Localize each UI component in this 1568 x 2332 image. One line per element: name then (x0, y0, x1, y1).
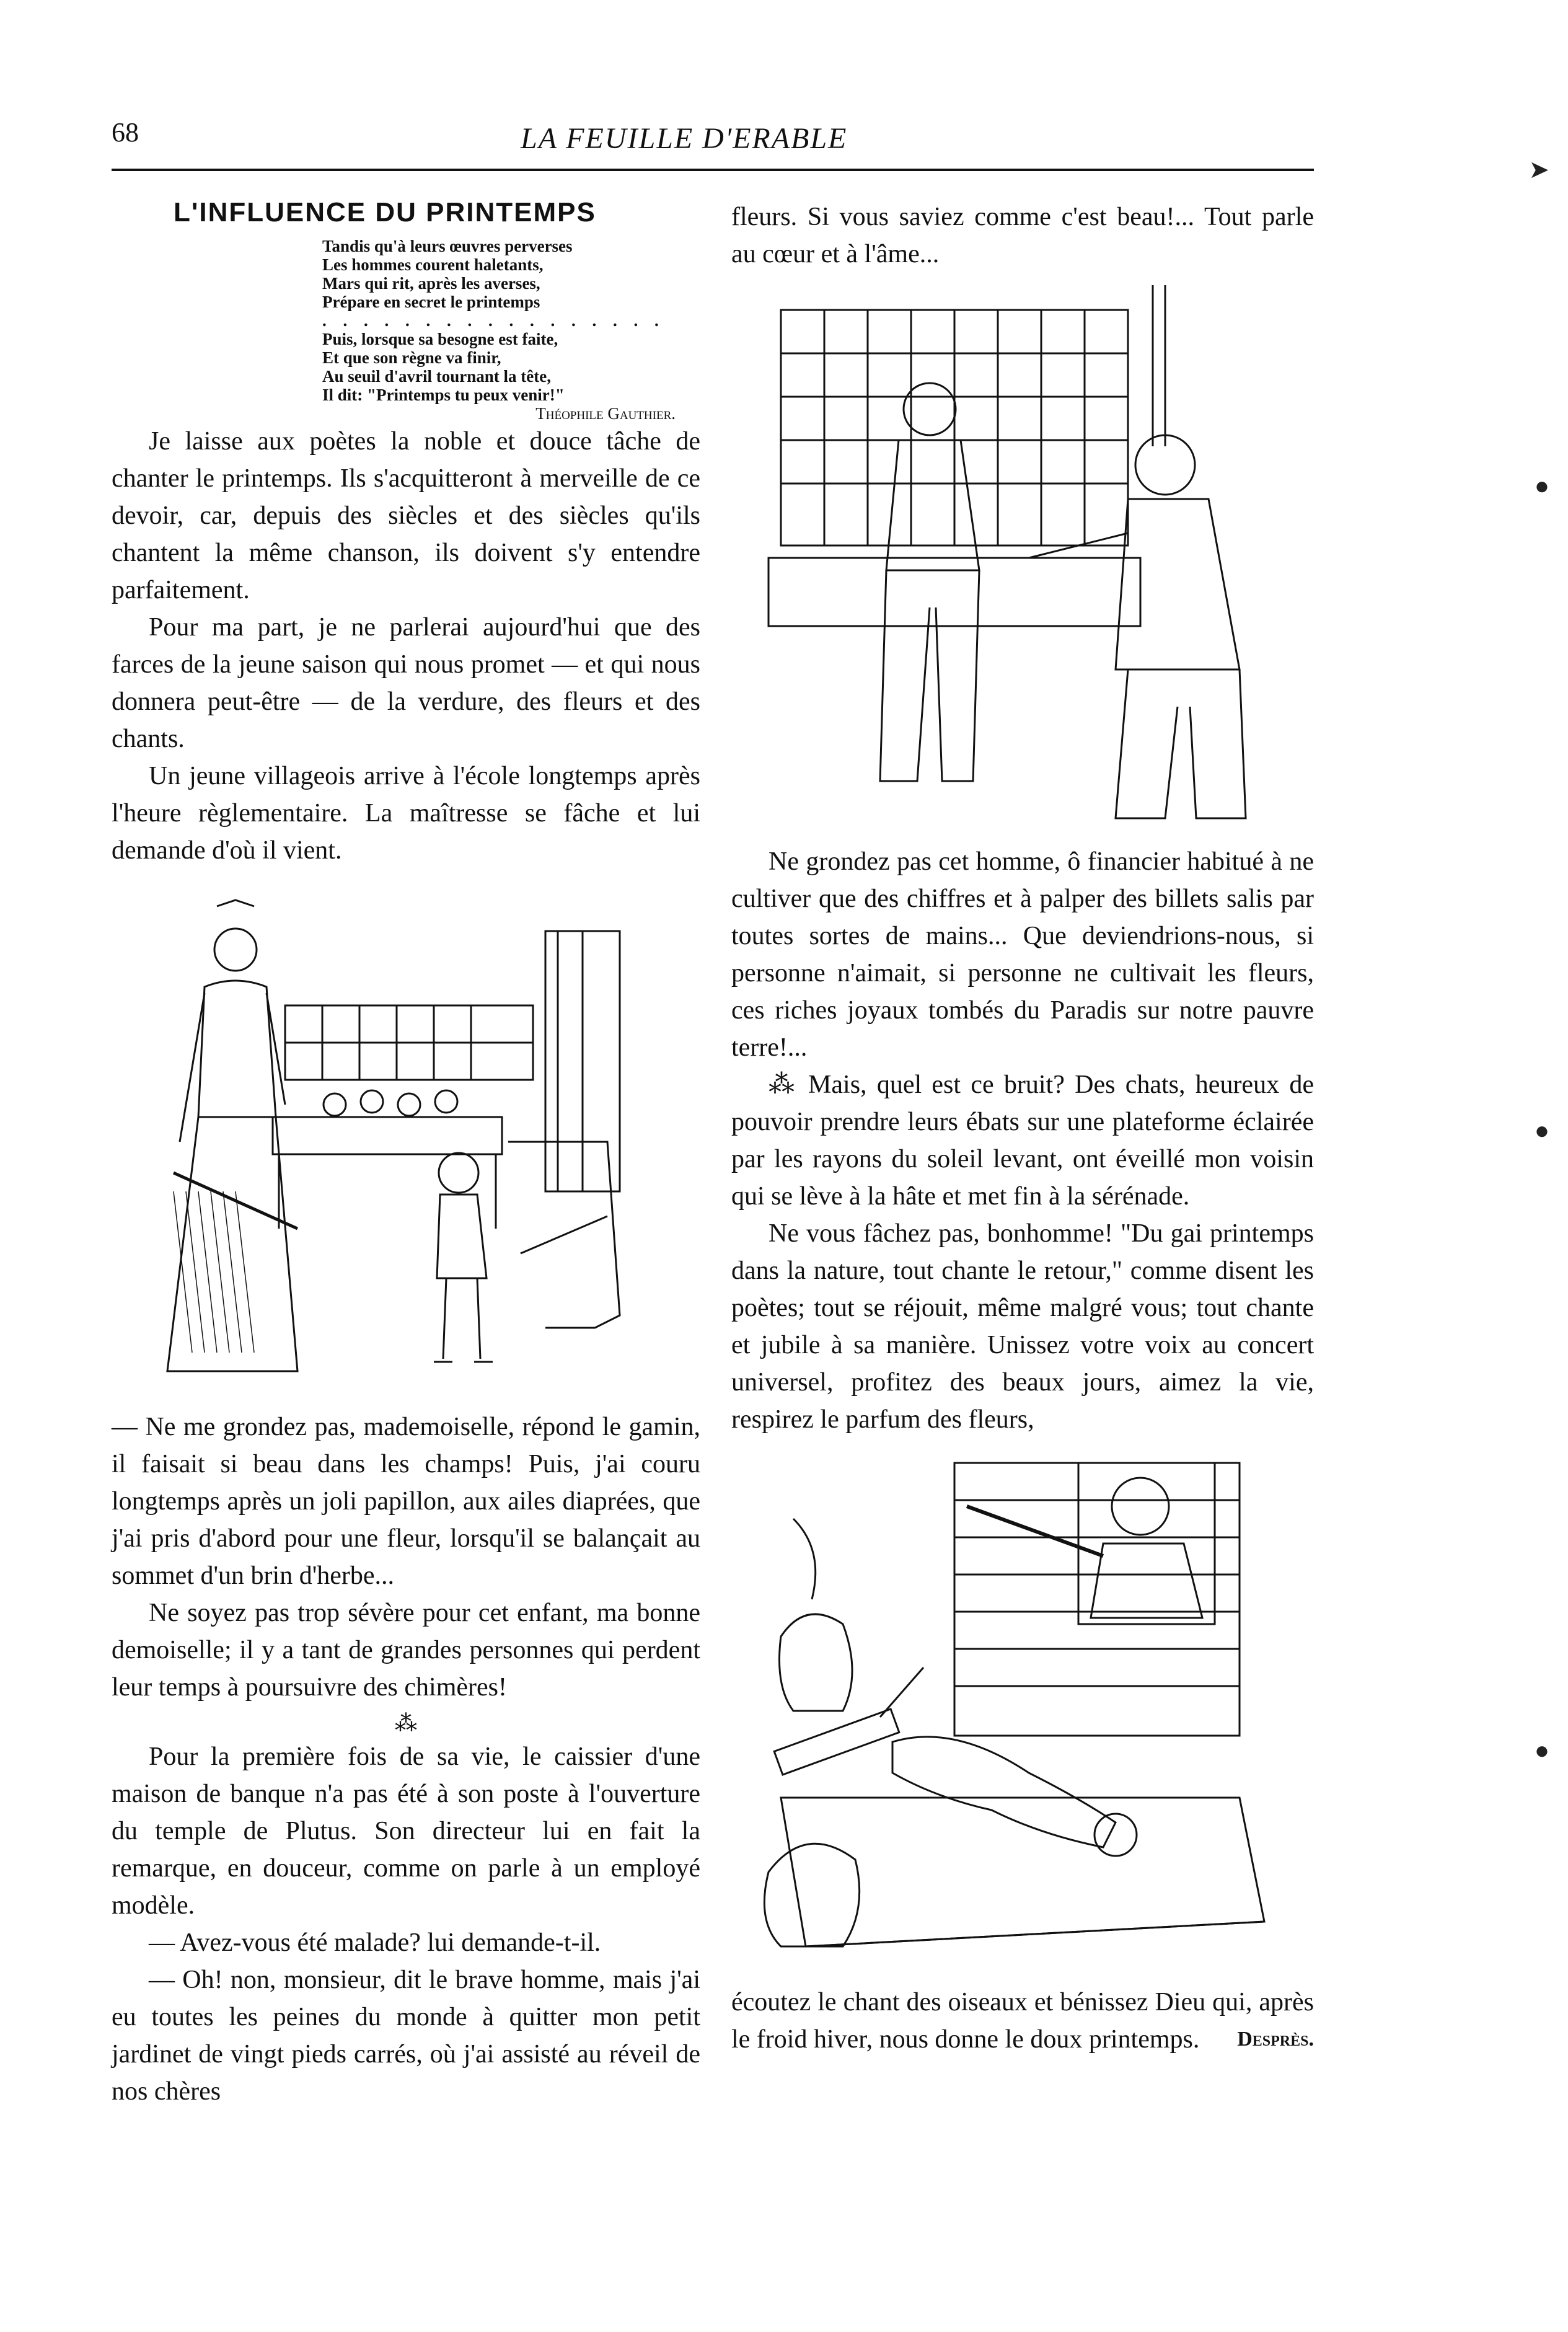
epigraph-line: Mars qui rit, après les averses, (322, 274, 540, 293)
epigraph-line: Tandis qu'à leurs œuvres perverses (322, 237, 573, 255)
epigraph-line: Puis, lorsque sa besogne est faite, (322, 330, 558, 348)
paragraph: — Avez-vous été malade? lui demande-t-il. (149, 1928, 601, 1957)
epigraph-author: Théophile Gauthier. (535, 404, 676, 423)
paragraph: fleurs. Si vous saviez comme c'est beau!... Tout parle au cœur et à l'âme... (731, 203, 1314, 268)
paragraph: Pour la première fois de sa vie, le caissier d'une maison de banque n'a pas été à son poste à l'ouverture du temple de Plutus. Son directeur lui en fait la remarque, en douceur, comme on parle à un employé modèle. (112, 1742, 700, 1920)
paragraph: Ne vous fâchez pas, bonhomme! "Du gai printemps dans la nature, tout chante le retour," comme disent les poètes; tout se réjouit, même malgré vous; tout chante et jubile à sa manière. Unissez votre voix au concert universel, profitez des beaux jours, aimez la vie, respirez le parfum des fleurs, (731, 1219, 1314, 1434)
margin-mark: ● (1534, 1116, 1549, 1144)
paragraph: Pour ma part, je ne parlerai aujourd'hui que des farces de la jeune saison qui nous promet — et qui nous donnera peut-être — de la verdure, des fleurs et des chants. (112, 613, 700, 753)
paragraph-text: écoutez le chant des oiseaux et bénissez Dieu qui, après le froid hiver, nous donne le doux printemps. (731, 1988, 1314, 2054)
paragraph: Ne soyez pas trop sévère pour cet enfant, ma bonne demoiselle; il y a tant de grandes personnes qui perdent leur temps à poursuivre des chimères! (112, 1599, 700, 1702)
paragraph: — Oh! non, monsieur, dit le brave homme, mais j'ai eu toutes les peines du monde à quitter mon petit jardinet de vingt pieds carrés, où j'ai assisté au réveil de nos chères (112, 1966, 700, 2106)
page-number: 68 (112, 117, 139, 148)
epigraph-line: Il dit: "Printemps tu peux venir!" (322, 386, 565, 404)
epigraph-separator: . . . . . . . . . . . . . . . . . (322, 311, 665, 330)
epigraph-line: Les hommes courent haletants, (322, 255, 544, 274)
author-signature: Desprès. (1237, 2028, 1314, 2051)
section-asterism: ⁂ (395, 1711, 417, 1736)
paragraph: Un jeune villageois arrive à l'école longtemps après l'heure règlementaire. La maîtresse se fâche et lui demande d'où il vient. (112, 762, 700, 865)
paragraph (731, 1984, 1314, 2058)
margin-mark: ● (1534, 472, 1549, 500)
margin-mark: ● (1534, 1736, 1549, 1764)
epigraph-line: Et que son règne va finir, (322, 348, 501, 367)
paragraph: ⁂ Mais, quel est ce bruit? Des chats, heureux de pouvoir prendre leurs ébats sur une plateforme éclairée par les rayons du soleil levant, ont éveillé mon voisin qui se lève à la hâte et met fin à la sérénade. (731, 1071, 1314, 1211)
right-column (731, 198, 1314, 2058)
epigraph-line: Prépare en secret le printemps (322, 293, 540, 311)
margin-mark: ➤ (1528, 156, 1549, 183)
epigraph (322, 237, 700, 423)
illustration-schoolroom (112, 881, 700, 1396)
left-column (112, 186, 700, 2110)
illustration-office-men (731, 285, 1314, 831)
paragraph: Je laisse aux poètes la noble et douce tâche de chanter le printemps. Ils s'acquitteront à merveille de ce devoir, car, depuis des siècles et des siècles qu'ils chantent la même chanson, ils doivent s'y entendre parfaitement. (112, 427, 700, 604)
header-rule (112, 169, 1314, 171)
article-title: L'INFLUENCE DU PRINTEMPS (174, 197, 596, 227)
paragraph: Ne grondez pas cet homme, ô financier habitué à ne cultiver que des chiffres et à palper des billets salis par toutes sortes de mains... Que deviendrions-nous, si personne n'aimait, si personne ne cultivait les fleurs, ces riches joyaux tombés du Paradis sur notre pauvre terre!... (731, 847, 1314, 1062)
epigraph-line: Au seuil d'avril tournant la tête, (322, 367, 551, 386)
running-head: LA FEUILLE D'ERABLE (521, 122, 848, 155)
illustration-cats-neighbor (731, 1451, 1314, 1971)
paragraph: — Ne me grondez pas, mademoiselle, répond le gamin, il faisait si beau dans les champs! Puis, j'ai couru longtemps après un joli papillon, aux ailes diaprées, que j'ai pris d'abord pour une fleur, lorsqu'il se balançait au sommet d'un brin d'herbe... (112, 1413, 700, 1590)
